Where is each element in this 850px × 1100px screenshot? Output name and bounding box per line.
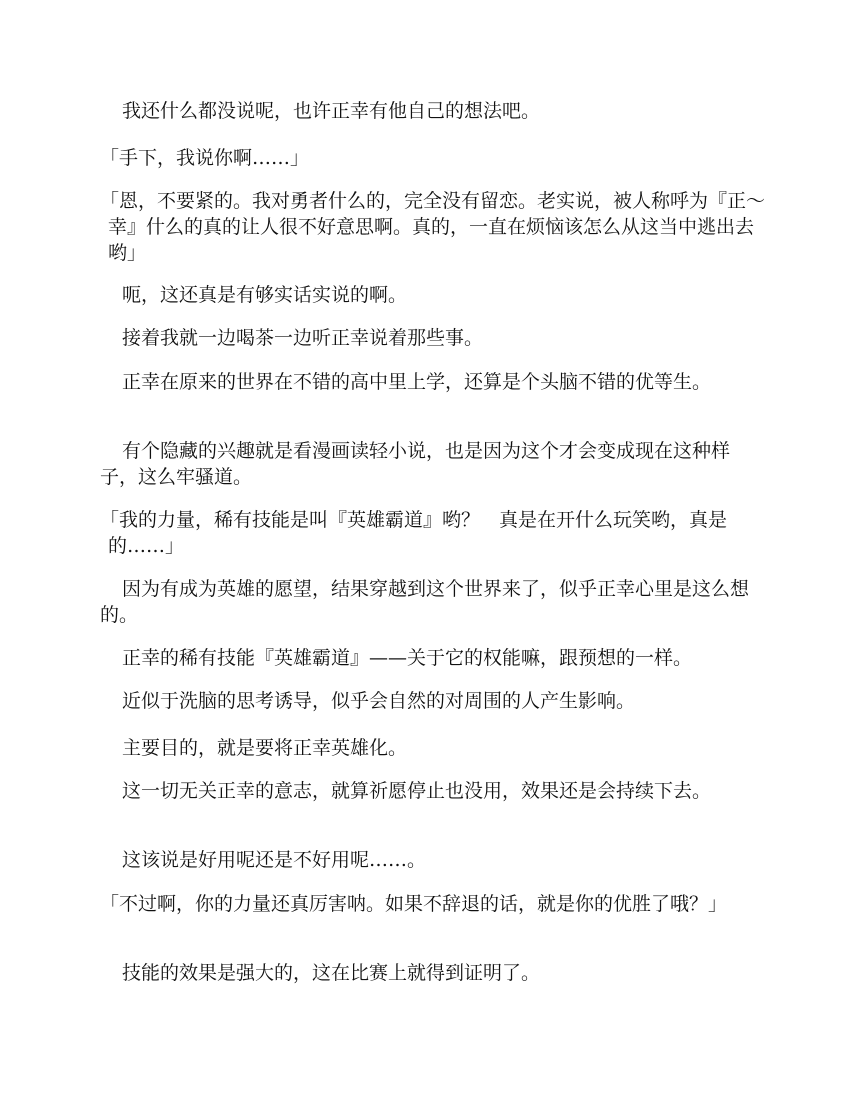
paragraph-13: 这一切无关正幸的意志，就算祈愿停止也没用，效果还是会持续下去。 — [122, 780, 712, 802]
paragraph-8: 「我的力量，稀有技能是叫『英雄霸道』哟？ 真是在开什么玩笑哟，真是的……」 — [100, 509, 728, 557]
paragraph-1: 我还什么都没说呢，也许正幸有他自己的想法吧。 — [122, 100, 541, 122]
paragraph-11: 近似于洗脑的思考诱导，似乎会自然的对周围的人产生影响。 — [122, 690, 636, 712]
paragraph-15: 「不过啊，你的力量还真厉害呐。如果不辞退的话，就是你的优胜了哦？」 — [100, 893, 728, 915]
paragraph-4: 呃，这还真是有够实话实说的啊。 — [122, 284, 408, 306]
paragraph-10: 正幸的稀有技能『英雄霸道』——关于它的权能嘛，跟预想的一样。 — [122, 647, 693, 669]
paragraph-14: 这该说是好用呢还是不好用呢……。 — [122, 849, 427, 871]
paragraph-16: 技能的效果是强大的，这在比赛上就得到证明了。 — [122, 962, 541, 984]
paragraph-9: 因为有成为英雄的愿望，结果穿越到这个世界来了，似乎正幸心里是这么想的。 — [100, 578, 750, 626]
paragraph-12: 主要目的，就是要将正幸英雄化。 — [122, 737, 408, 759]
paragraph-5: 接着我就一边喝茶一边听正幸说着那些事。 — [122, 327, 484, 349]
paragraph-3: 「恩，不要紧的。我对勇者什么的，完全没有留恋。老实说，被人称呼为『正～幸』什么的真的让人很不好意思啊。真的，一直在烦恼该怎么从这当中逃出去哟」 — [100, 190, 766, 264]
paragraph-6: 正幸在原来的世界在不错的高中里上学，还算是个头脑不错的优等生。 — [122, 371, 712, 393]
paragraph-7: 有个隐藏的兴趣就是看漫画读轻小说，也是因为这个才会变成现在这种样子，这么牢骚道。 — [100, 440, 731, 488]
paragraph-2: 「手下，我说你啊……」 — [100, 147, 310, 169]
